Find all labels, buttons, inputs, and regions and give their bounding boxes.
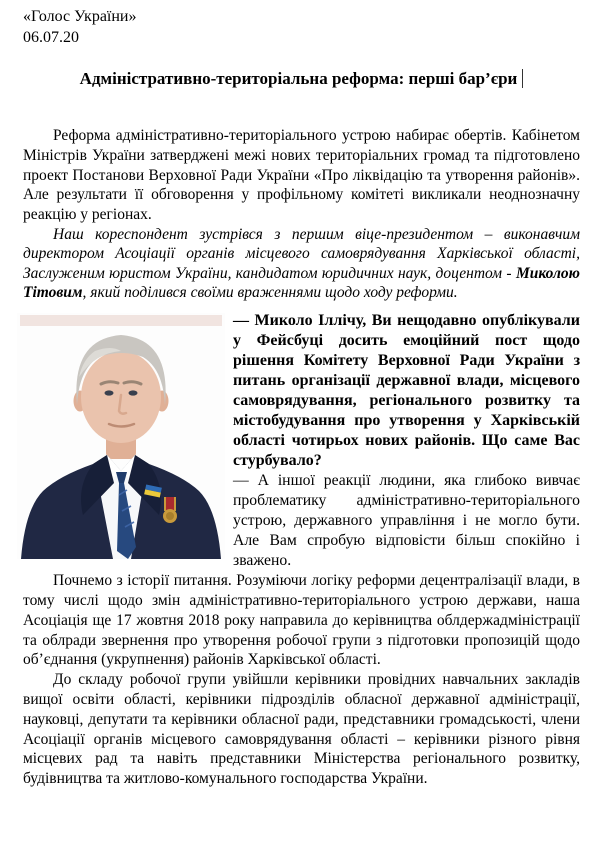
- date-label: 06.07.20: [23, 29, 79, 46]
- medal-icon: [163, 497, 177, 523]
- intro-paragraph[interactable]: [23, 225, 580, 302]
- answer-paragraph[interactable]: — А іншої реакції людини, яка глибоко вивчає проблематику адміністративно-територіального устрою, державного управління і не могло бути. Але Вам спробую відповісти більш спокійно і зважено.: [233, 472, 580, 570]
- page-title: [23, 67, 580, 90]
- interview-section: [23, 311, 580, 571]
- question-paragraph[interactable]: — Миколо Іллічу, Ви нещодавно опублікували у Фейсбуці досить емоційний пост щодо рішення Комітету Верховної Ради України з питань організації державної влади, місцевого самоврядування, регіонального розвитку та містобудування про утворення у Харківській області чотирьох нових районів. Що саме Вас стурбувало?: [233, 312, 580, 470]
- portrait-illustration: [17, 313, 225, 559]
- history-paragraph[interactable]: Почнемо з історії питання. Розуміючи логіку реформи децентралізації влади, в тому числі щодо змін адміністративно-територіального устрою держави, наша Асоціація ще 17 жовтня 2018 року направила до керівництва облдержадміністрації та облради звернення про утворення робочої групи з підготовки пропозицій щодо об’єднання (укрупнення) районів Харківської області.: [23, 572, 580, 669]
- interviewee-name: Миколою Тітовим: [23, 264, 580, 301]
- text-cursor: [522, 69, 523, 88]
- intro-text-after: , який поділився своїми враженнями щодо ходу реформи.: [82, 283, 458, 301]
- intro-text-before: Наш кореспондент зустрівся з першим віце-президентом – виконавчим директором Асоціації органів місцевого самоврядування Харківської області, Заслуженим юристом України, кандидатом юридичних наук, доцентом -: [23, 225, 580, 282]
- lead-paragraph[interactable]: Реформа адміністративно-територіального устрою набирає обертів. Кабінетом Міністрів України затверджені межі нових територіальних громад та підготовлено проект Постанови Верховної Ради України «Про ліквідацію та утворення районів». Але результати її обговорення у профільному комітеті викликали неоднозначну реакцію у регіонах.: [23, 127, 580, 224]
- working-group-paragraph[interactable]: До складу робочої групи увійшли керівники провідних навчальних закладів вищої освіти області, керівники підрозділів обласної державної адміністрації, науковці, депутати та керівники обласної ради, представники громадськості, члени Асоціації органів місцевого самоврядування області – керівники різного рівня місцевих рад та навіть представники Міністерства регіонального розвитку, будівництва та житлово-комунального господарства України.: [23, 671, 580, 788]
- portrait-photo[interactable]: [17, 313, 225, 559]
- source-label: «Голос України»: [23, 8, 137, 25]
- page-title-text: Адміністративно-територіальна реформа: перші бар’єри: [79, 69, 518, 88]
